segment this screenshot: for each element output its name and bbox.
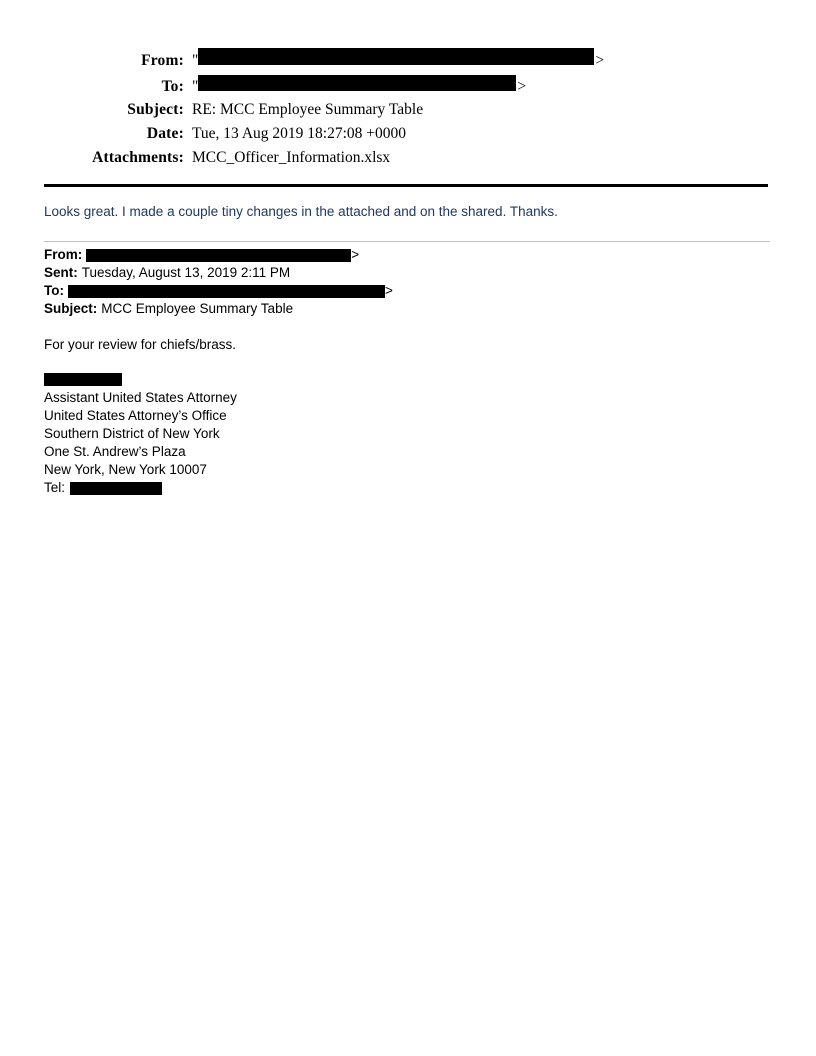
quoted-message-divider [44,241,770,242]
signature-telephone-row [44,479,237,497]
quoted-message [44,246,770,354]
quoted-label-to: To: [44,283,64,298]
signature-address-line-2: New York, New York 10007 [44,462,207,477]
header-value-date: Tue, 13 Aug 2019 18:27:08 +0000 [192,125,406,142]
header-row-attachments [44,149,772,168]
redaction-bar-quoted-from [86,249,351,262]
header-label-to: To: [161,78,184,95]
signature-address-line-1: One St. Andrew’s Plaza [44,444,186,459]
header-divider [44,184,768,187]
header-label-attachments: Attachments: [92,149,184,166]
header-value-from [192,48,604,70]
header-row-from [44,48,772,70]
quoted-row-from [44,246,770,264]
signature-telephone-label: Tel: [44,480,66,495]
redaction-bar-signature-name [44,373,122,386]
quoted-suffix-to: > [385,283,393,298]
signature-title: Assistant United States Attorney [44,390,237,405]
header-label-subject: Subject: [127,101,184,118]
header-value-to [192,75,526,96]
quoted-label-from: From: [44,247,83,262]
header-row-subject [44,101,772,120]
quoted-body-text: For your review for chiefs/brass. [44,337,237,352]
signature-office: United States Attorney’s Office [44,408,227,423]
signature-district: Southern District of New York [44,426,220,441]
header-suffix-from: > [595,52,605,69]
email-header [44,48,772,173]
quoted-row-subject [44,300,770,318]
header-suffix-to: > [517,78,527,95]
quote-mark: " [192,52,199,69]
header-row-to [44,75,772,96]
quote-mark: " [192,78,199,95]
redaction-bar-to [198,75,516,91]
quoted-suffix-from: > [351,247,360,262]
quoted-row-sent [44,264,770,282]
redaction-bar-telephone [70,482,162,495]
header-row-date [44,125,772,144]
redaction-bar-quoted-to [68,285,385,298]
quoted-label-subject: Subject: [44,301,98,316]
signature-block [44,370,237,497]
reply-body-text: Looks great. I made a couple tiny changes in the attached and on the shared. Thanks. [44,204,558,219]
quoted-value-subject: MCC Employee Summary Table [101,301,294,316]
quoted-spacer [44,318,770,336]
quoted-value-sent: Tuesday, August 13, 2019 2:11 PM [81,265,291,280]
quoted-row-to [44,282,770,300]
header-label-from: From: [141,52,184,69]
header-label-date: Date: [146,125,184,142]
redaction-bar-from [198,48,594,65]
header-value-subject: RE: MCC Employee Summary Table [192,101,424,118]
attachment-file-name[interactable]: MCC_Officer_Information.xlsx [192,149,391,166]
quoted-label-sent: Sent: [44,265,78,280]
